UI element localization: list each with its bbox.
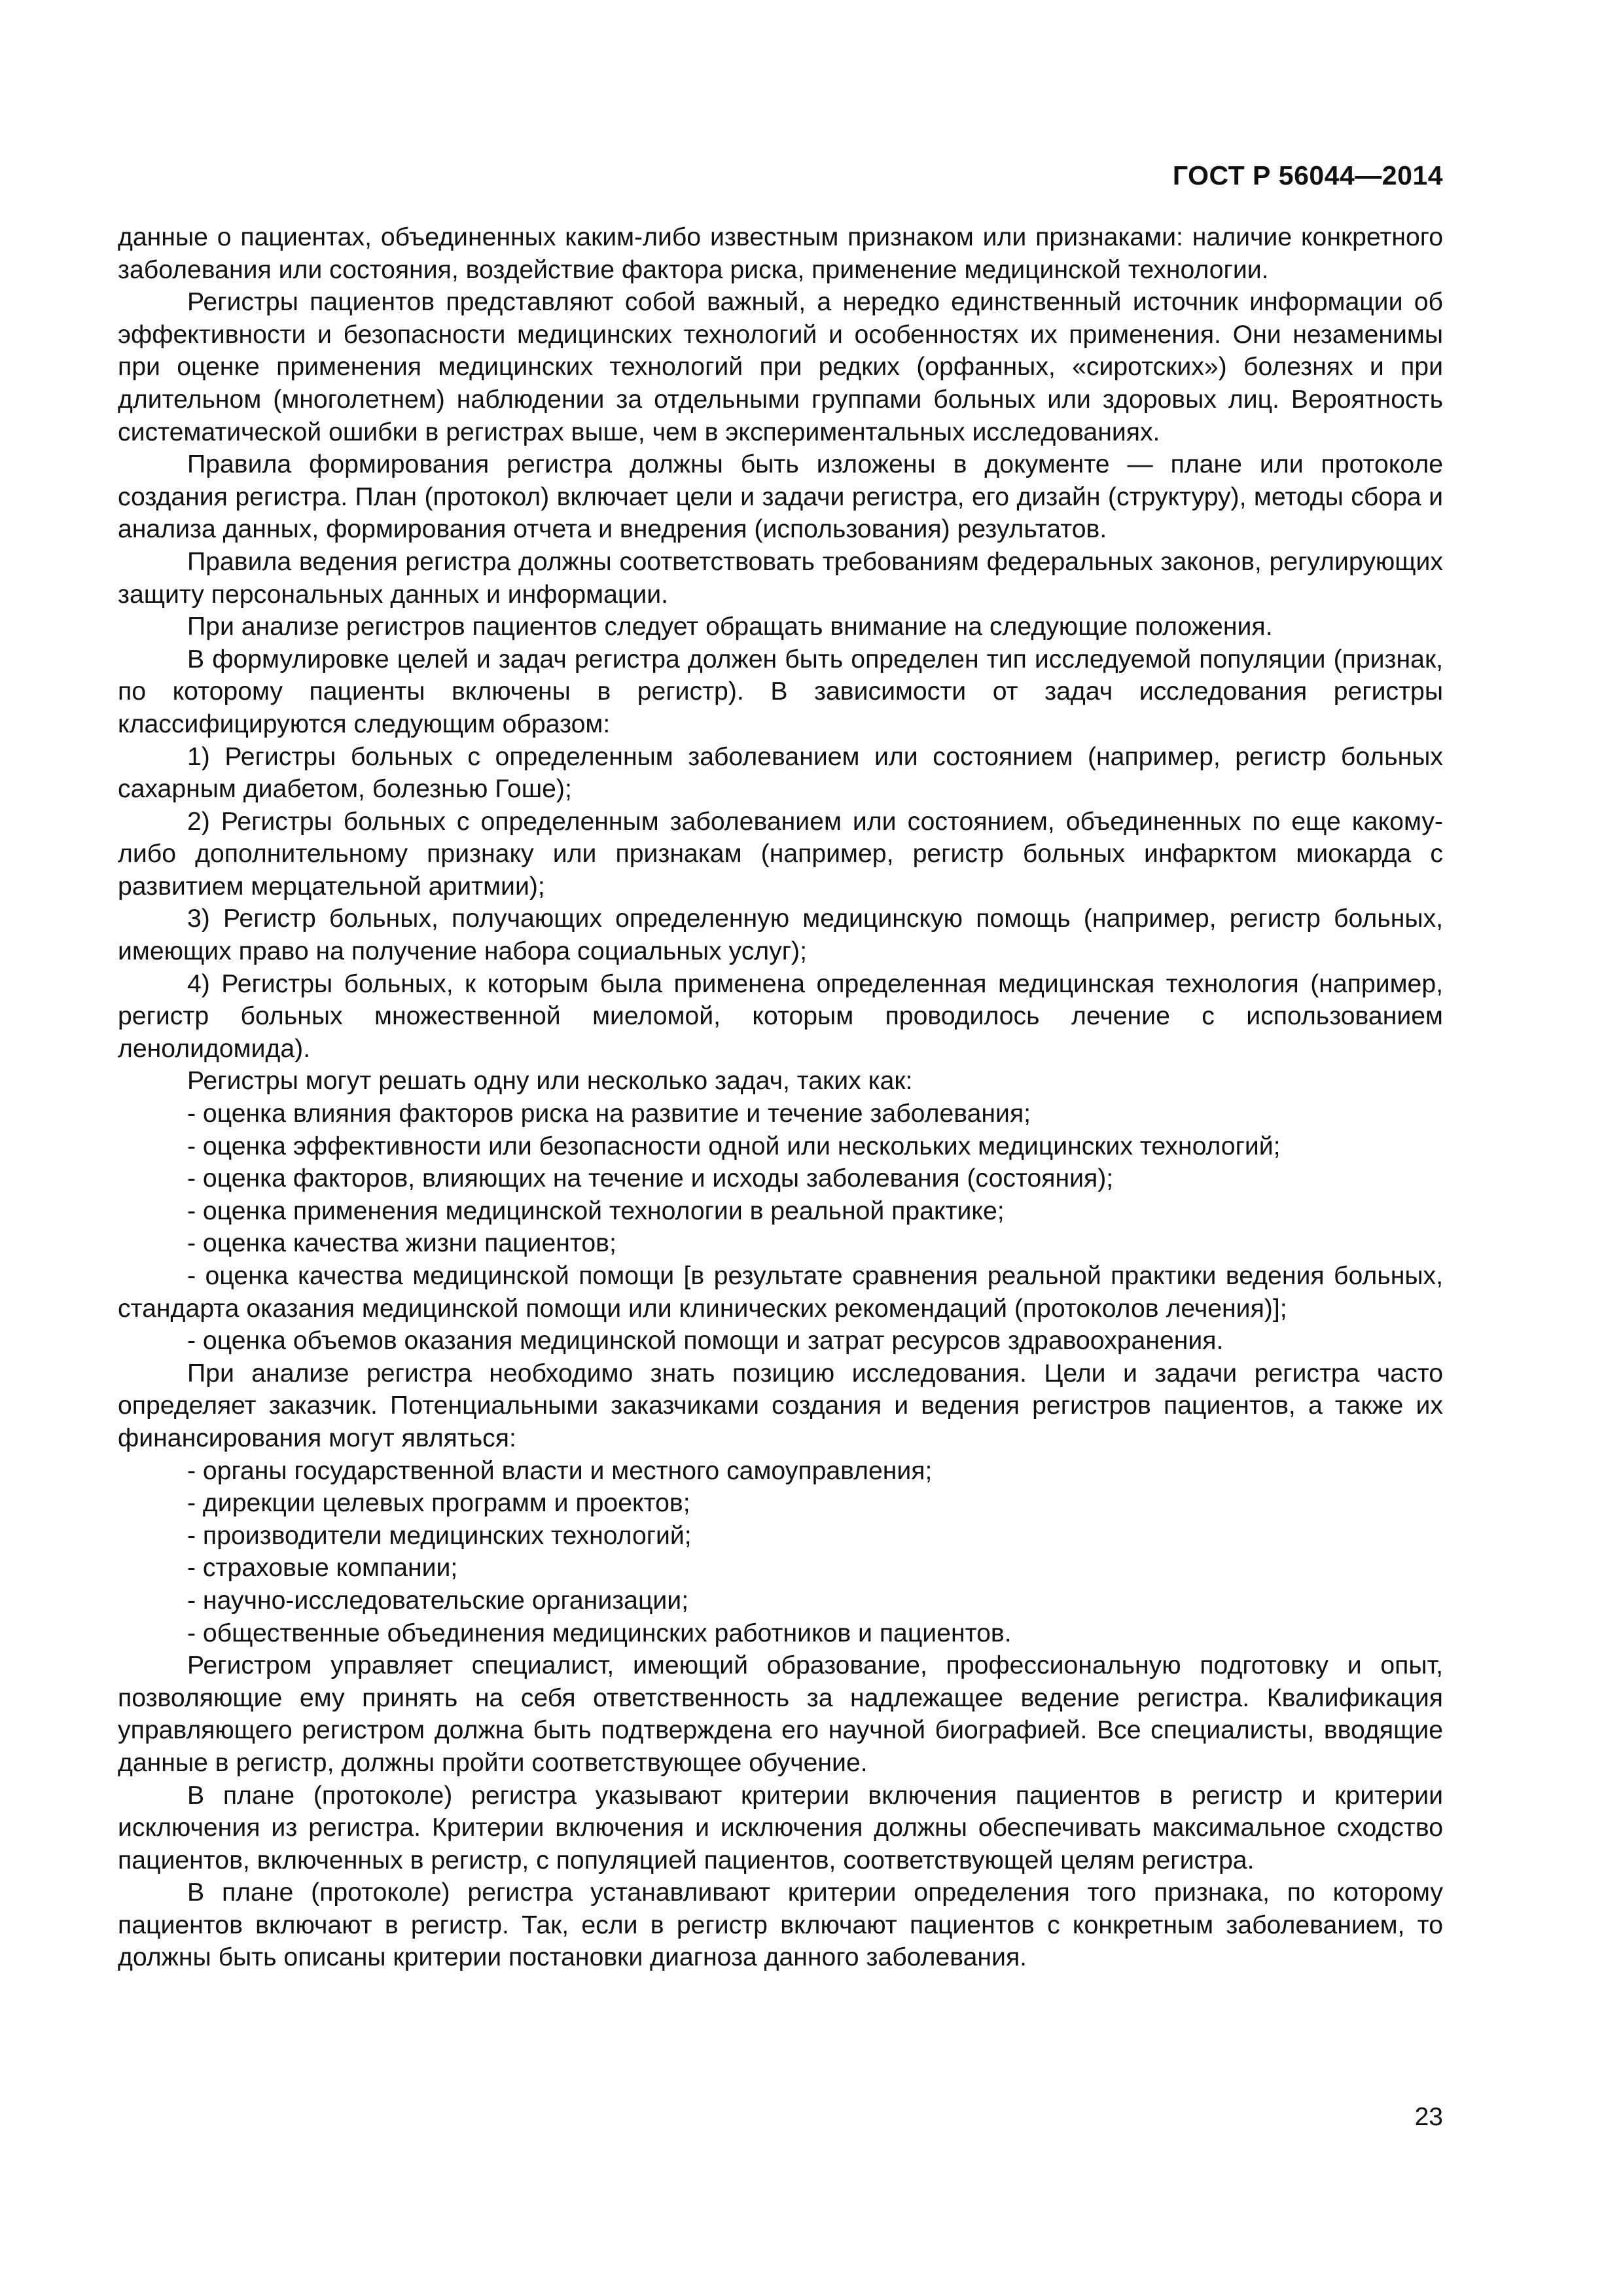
list-item: - дирекции целевых программ и проектов; <box>187 1489 690 1518</box>
list-item: - оценка факторов, влияющих на течение и исходы заболевания (состояния); <box>187 1164 1114 1193</box>
paragraph: 4) Регистры больных, к которым была применена определенная медицинская технология (например, регистр больных множественной миеломой, которым проводилось лечение с использованием ленолидомида). <box>118 969 1443 1063</box>
paragraph: При анализе регистра необходимо знать позицию исследования. Цели и задачи регистра часто определяет заказчик. Потенциальными заказчиками создания и ведения регистров пациентов, а также их финансирования могут являться: <box>118 1359 1443 1452</box>
list-item: - научно-исследовательские организации; <box>187 1586 689 1615</box>
page-number: 23 <box>1414 2103 1443 2131</box>
list-item: - производители медицинских технологий; <box>187 1521 692 1550</box>
paragraph: Правила формирования регистра должны быть изложены в документе — плане или протоколе создания регистра. План (протокол) включает цели и задачи регистра, его дизайн (структуру), методы сбора и анализа данных, формирования отчета и внедрения (использования) результатов. <box>118 450 1443 544</box>
list-item: - оценка качества жизни пациентов; <box>187 1229 616 1258</box>
list-item: - оценка эффективности или безопасности одной или нескольких медицинских технологий; <box>187 1132 1281 1160</box>
paragraph: В плане (протоколе) регистра указывают критерии включения пациентов в регистр и критерии исключения из регистра. Критерии включения и исключения должны обеспечивать максимальное сходство пациентов, включенных в регистр, с популяцией пациентов, соответствующей целям регистра. <box>118 1781 1443 1874</box>
paragraph: 2) Регистры больных с определенным заболеванием или состоянием, объединенных по еще какому-либо дополнительному признаку или признакам (например, регистр больных инфарктом миокарда с развитием мерцательной аритмии); <box>118 807 1443 901</box>
list-item: - органы государственной власти и местного самоуправления; <box>187 1456 933 1485</box>
paragraph: 1) Регистры больных с определенным заболеванием или состоянием (например, регистр больных сахарным диабетом, болезнью Гоше); <box>118 742 1443 804</box>
paragraph: Правила ведения регистра должны соответствовать требованиям федеральных законов, регулирующих защиту персональных данных и информации. <box>118 547 1443 609</box>
paragraph: Регистры пациентов представляют собой важный, а нередко единственный источник информации об эффективности и безопасности медицинских технологий и особенностях их применения. Они незаменимы при оценке применения медицинских технологий при редких (орфанных, «сиротских») болезнях и при длительном (многолетнем) наблюдении за отдельными группами больных или здоровых лиц. Вероятность систематической ошибки в регистрах выше, чем в экспериментальных исследованиях. <box>118 288 1443 446</box>
list-item: - общественные объединения медицинских работников и пациентов. <box>187 1619 1012 1647</box>
document-body <box>118 221 1443 1974</box>
paragraph: В формулировке целей и задач регистра должен быть определен тип исследуемой популяции (признак, по которому пациенты включены в регистр). В зависимости от задач исследования регистры классифицируются следующим образом: <box>118 645 1443 738</box>
paragraph: Регистром управляет специалист, имеющий образование, профессиональную подготовку и опыт, позволяющие ему принять на себя ответственность за надлежащее ведение регистра. Квалификация управляющего регистром должна быть подтверждена его научной биографией. Все специалисты, вводящие данные в регистр, должны пройти соответствующее обучение. <box>118 1651 1443 1777</box>
list-item: - оценка применения медицинской технологии в реальной практике; <box>187 1196 1005 1225</box>
list-item: - оценка объемов оказания медицинской помощи и затрат ресурсов здравоохранения. <box>187 1327 1224 1355</box>
paragraph: Регистры могут решать одну или несколько задач, таких как: <box>187 1067 913 1096</box>
paragraph: При анализе регистров пациентов следует обращать внимание на следующие положения. <box>187 613 1273 641</box>
list-item: - оценка качества медицинской помощи [в результате сравнения реальной практики ведения больных, стандарта оказания медицинской помощи или клинических рекомендаций (протоколов лечения)]; <box>118 1262 1443 1323</box>
list-item: - страховые компании; <box>187 1554 458 1583</box>
paragraph: данные о пациентах, объединенных каким-либо известным признаком или признаками: наличие конкретного заболевания или состояния, воздействие фактора риска, применение медицинской технологии. <box>118 223 1443 284</box>
paragraph: В плане (протоколе) регистра устанавливают критерии определения того признака, по которому пациентов включают в регистр. Так, если в регистр включают пациентов с конкретным заболеванием, то должны быть описаны критерии постановки диагноза данного заболевания. <box>118 1878 1443 1972</box>
list-item: - оценка влияния факторов риска на развитие и течение заболевания; <box>187 1100 1031 1128</box>
paragraph: 3) Регистр больных, получающих определенную медицинскую помощь (например, регистр больных, имеющих право на получение набора социальных услуг); <box>118 905 1443 966</box>
standard-code-header: ГОСТ Р 56044—2014 <box>1172 160 1443 190</box>
